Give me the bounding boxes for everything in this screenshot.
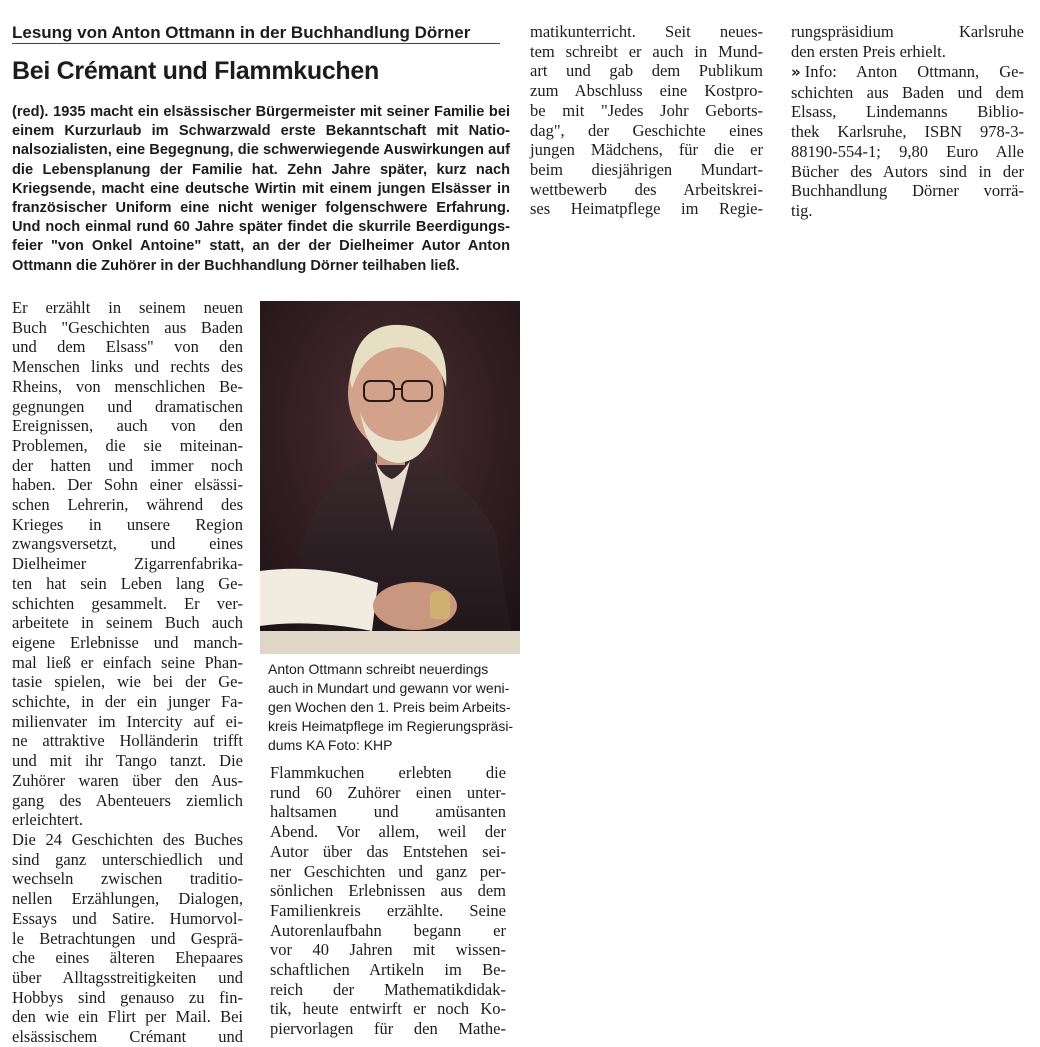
text-line: Dielheimer Zigarrenfabrika-: [12, 554, 243, 574]
article-headline: Bei Crémant und Flammkuchen: [12, 57, 379, 85]
text-line: tasie spielen, wie bei der Ge-: [12, 672, 243, 692]
photo-credit: Foto: KHP: [327, 737, 393, 753]
text-line: und dem Elsass" von den: [12, 337, 243, 357]
text-line: tik, heute entwirft er noch Ko-: [270, 999, 506, 1019]
text-line: Hobbys sind genauso zu fin-: [12, 987, 243, 1007]
text-line: dag", der Geschichte eines: [530, 120, 763, 140]
text-line: ses Heimatpflege im Regie-: [530, 199, 763, 219]
text-line: Ereignissen, auch von den: [12, 416, 243, 436]
article-lead: (red). 1935 macht ein elsässischer Bürgermeister mit seiner Familie bei einem Kurzurlaub im Schwarzwald erste Bekanntschaft mit Nationalsozialisten, eine Begegnung, die schwerwiegende Auswirkungen auf die Lebensplanung der Familie hat. Zehn Jahre später, kurz nach Kriegsende, macht eine deutsche Wirtin mit einem jungen Elsässer in französischer Uniform eine nicht weniger folgenschwere Erfahrung. Und noch einmal rund 60 Jahre später findet die skurrile Beerdigungsfeier "von Onkel Antoine" statt, an der der Dielheimer Autor Anton Ottmann die Zuhörer in der Buchhandlung Dörner teilhaben ließ.: [12, 104, 510, 274]
text-line: rungspräsidium Karlsruhe: [791, 22, 1024, 41]
info-box: [791, 62, 1024, 221]
caption-line: auch in Mundart und gewann vor weni-: [268, 680, 510, 696]
text-line: tem schreibt er auch in Mund-: [530, 41, 763, 61]
info-line: Bücher des Autors sind in der: [791, 161, 1024, 181]
text-line: elsässischem Crémant und: [12, 1027, 243, 1047]
text-line: zum Abschluss eine Kostpro-: [530, 81, 763, 101]
info-line: Info: Anton Ottmann, Ge-: [804, 62, 1024, 81]
text-line: ner Geschichten und ganz per-: [270, 861, 506, 881]
text-line: Autor über das Entstehen sei-: [270, 841, 506, 861]
info-line: thek Karlsruhe, ISBN 978-3-: [791, 122, 1024, 142]
text-line: Menschen links und rechts des: [12, 357, 243, 377]
text-line: schen Lehrerin, während des: [12, 495, 243, 515]
text-line: Autorenlaufbahn begann er: [270, 920, 506, 940]
text-line: le Betrachtungen und Gesprä-: [12, 928, 243, 948]
text-line: Familienkreis erzählte. Seine: [270, 900, 506, 920]
text-line: gang des Abenteuers ziemlich: [12, 790, 243, 810]
text-line: schichten gesammelt. Er ver-: [12, 593, 243, 613]
text-line: wechseln zwischen traditio-: [12, 869, 243, 889]
text-line: beim diesjährigen Mundart-: [530, 159, 763, 179]
column-2: [270, 763, 506, 1039]
text-line: rund 60 Zuhörer einen unter-: [270, 782, 506, 802]
text-line: Rheins, von menschlichen Be-: [12, 376, 243, 396]
author-photo-illustration: [260, 301, 520, 654]
column-3: [530, 22, 763, 219]
text-line: gegnungen und dramatischen: [12, 396, 243, 416]
column-4: [791, 22, 1024, 61]
text-line: den wie ein Flirt per Mail. Bei: [12, 1007, 243, 1027]
text-line: schichte, in der ein junger Fa-: [12, 692, 243, 712]
column-1: [12, 298, 243, 1047]
photo-caption: [268, 660, 520, 755]
text-line: matikunterricht. Seit neues-: [530, 22, 763, 41]
text-line: che eines älteren Ehepaares: [12, 948, 243, 968]
text-line: den ersten Preis erhielt.: [791, 41, 946, 61]
text-line: be mit "Jedes Johr Geborts-: [530, 100, 763, 120]
kicker-underline: [12, 43, 500, 44]
text-line: nellen Erzählungen, Dialogen,: [12, 889, 243, 909]
text-line: wettbewerb des Arbeitskrei-: [530, 179, 763, 199]
info-line: tig.: [791, 200, 813, 220]
text-line: erleichtert.: [12, 810, 83, 830]
info-line: Elsass, Lindemanns Biblio-: [791, 102, 1024, 122]
text-line: und mit ihr Tango tanzt. Die: [12, 751, 243, 771]
caption-line: gen Wochen den 1. Preis beim Arbeits-: [268, 699, 511, 715]
text-line: Zuhörer waren über den Aus-: [12, 770, 243, 790]
caption-line: dums KA: [268, 737, 325, 753]
text-line: piervorlagen für den Mathe-: [270, 1019, 506, 1039]
text-line: vor 40 Jahren mit wissen-: [270, 940, 506, 960]
caption-line: kreis Heimatpflege im Regierungspräsi-: [268, 718, 514, 734]
info-line: Buchhandlung Dörner vorrä-: [791, 181, 1024, 201]
text-line: Abend. Vor allem, weil der: [270, 822, 506, 842]
text-line: eigene Erlebnisse und manch-: [12, 632, 243, 652]
article-kicker: Lesung von Anton Ottmann in der Buchhandlung Dörner: [12, 23, 471, 42]
text-line: Die 24 Geschichten des Buches: [12, 829, 243, 849]
text-line: Er erzählt in seinem neuen: [12, 298, 243, 317]
text-line: jungen Mädchens, für die er: [530, 140, 763, 160]
text-line: ne attraktive Holländerin trifft: [12, 731, 243, 751]
text-line: Buch "Geschichten aus Baden: [12, 317, 243, 337]
author-photo: [260, 301, 520, 654]
text-line: der hatten und immer noch: [12, 455, 243, 475]
text-line: ten hat sein Leben lang Ge-: [12, 573, 243, 593]
text-line: Krieges in unsere Region: [12, 514, 243, 534]
text-line: sönlichen Erlebnissen aus dem: [270, 881, 506, 901]
text-line: Essays und Satire. Humorvol-: [12, 908, 243, 928]
text-line: über Alltagsstreitigkeiten und: [12, 967, 243, 987]
info-line: 88190-554-1; 9,80 Euro Alle: [791, 141, 1024, 161]
text-line: art und gab dem Publikum: [530, 61, 763, 81]
text-line: reich der Mathematikdidak-: [270, 979, 506, 999]
text-line: schaftlichen Artikeln im Be-: [270, 960, 506, 980]
info-line: schichten aus Baden und dem: [791, 82, 1024, 102]
text-line: Problemen, die sie miteinan-: [12, 435, 243, 455]
text-line: haben. Der Sohn einer elsässi-: [12, 475, 243, 495]
text-line: milienvater im Intercity auf ei-: [12, 711, 243, 731]
text-line: haltsamen und amüsanten: [270, 802, 506, 822]
text-line: mal ließ er einfach seine Phan-: [12, 652, 243, 672]
double-chevron-right-icon: »: [791, 63, 801, 81]
text-line: arbeitete in seinem Buch auch: [12, 613, 243, 633]
text-line: sind ganz unterschiedlich und: [12, 849, 243, 869]
text-line: Flammkuchen erlebten die: [270, 763, 506, 782]
caption-line: Anton Ottmann schreibt neuerdings: [268, 661, 489, 677]
text-line: zwangsversetzt, und eines: [12, 534, 243, 554]
